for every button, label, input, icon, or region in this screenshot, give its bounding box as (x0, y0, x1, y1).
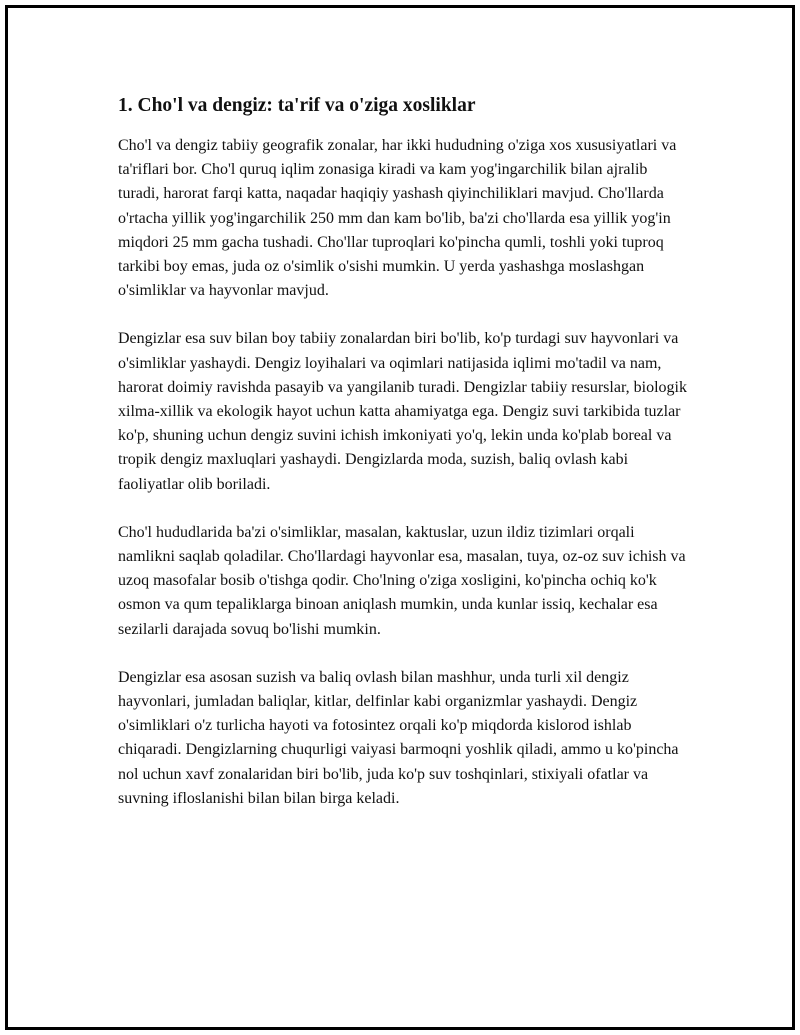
paragraph-1: Cho'l va dengiz tabiiy geografik zonalar, har ikki hududning o'ziga xos xususiyatlari va ta'riflari bor. Cho'l quruq iqlim zonasiga kiradi va kam yog'ingarchilik bilan ajralib turadi, harorat farqi katta, naqadar haqiqiy yashash qiyinchiliklari mavjud. Cho'llarda o'rtacha yillik yog'ingarchilik 250 mm dan kam bo'lib, ba'zi cho'llarda esa yillik yog'in miqdori 25 mm gacha tushadi. Cho'llar tuproqlari ko'pincha qumli, toshli yoki tuproq tarkibi boy emas, juda oz o'simlik o'sishi mumkin. U yerda yashashga moslashgan o'simliklar va hayvonlar mavjud. (118, 137, 677, 300)
document-body (118, 92, 688, 835)
paragraph-4: Dengizlar esa asosan suzish va baliq ovlash bilan mashhur, unda turli xil dengiz hayvonlari, jumladan baliqlar, kitlar, delfinlar kabi organizmlar yashaydi. Dengiz o'simliklari o'z turlicha hayoti va fotosintez orqali ko'p miqdorda kislorod ishlab chiqaradi. Dengizlarning chuqurligi vaiyasi barmoqni yoshlik qiladi, ammo u ko'pincha nol uchun xavf zonalaridan biri bo'lib, juda ko'p suv toshqinlari, stixiyali ofatlar va suvning ifloslanishi bilan bilan birga keladi. (118, 668, 679, 807)
section-heading: 1. Cho'l va dengiz: ta'rif va o'ziga xosliklar (118, 95, 476, 116)
paragraph-2: Dengizlar esa suv bilan boy tabiiy zonalardan biri bo'lib, ko'p turdagi suv hayvonlari va o'simliklar yashaydi. Dengiz loyihalari va oqimlari natijasida iqlimi mo'tadil va nam, harorat doimiy ravishda pasayib va yangilanib turadi. Dengizlar tabiiy resurslar, biologik xilma-xillik va ekologik hayot uchun katta ahamiyatga ega. Dengiz suvi tarkibida tuzlar ko'p, shuning uchun dengiz suvini ichish imkoniyati yo'q, lekin unda ko'plab boreal va tropik dengiz maxluqlari yashaydi. Dengizlarda moda, suzish, baliq ovlash kabi faoliyatlar olib boriladi. (118, 330, 687, 493)
paragraph-3: Cho'l hududlarida ba'zi o'simliklar, masalan, kaktuslar, uzun ildiz tizimlari orqali namlikni saqlab qoladilar. Cho'llardagi hayvonlar esa, masalan, tuya, oz-oz suv ichish va uzoq masofalar bosib o'tishga qodir. Cho'lning o'ziga xosligini, ko'pincha ochiq ko'k osmon va qum tepaliklarga binoan aniqlash mumkin, unda kunlar issiq, kechalar esa sezilarli darajada sovuq bo'lishi mumkin. (118, 523, 686, 638)
